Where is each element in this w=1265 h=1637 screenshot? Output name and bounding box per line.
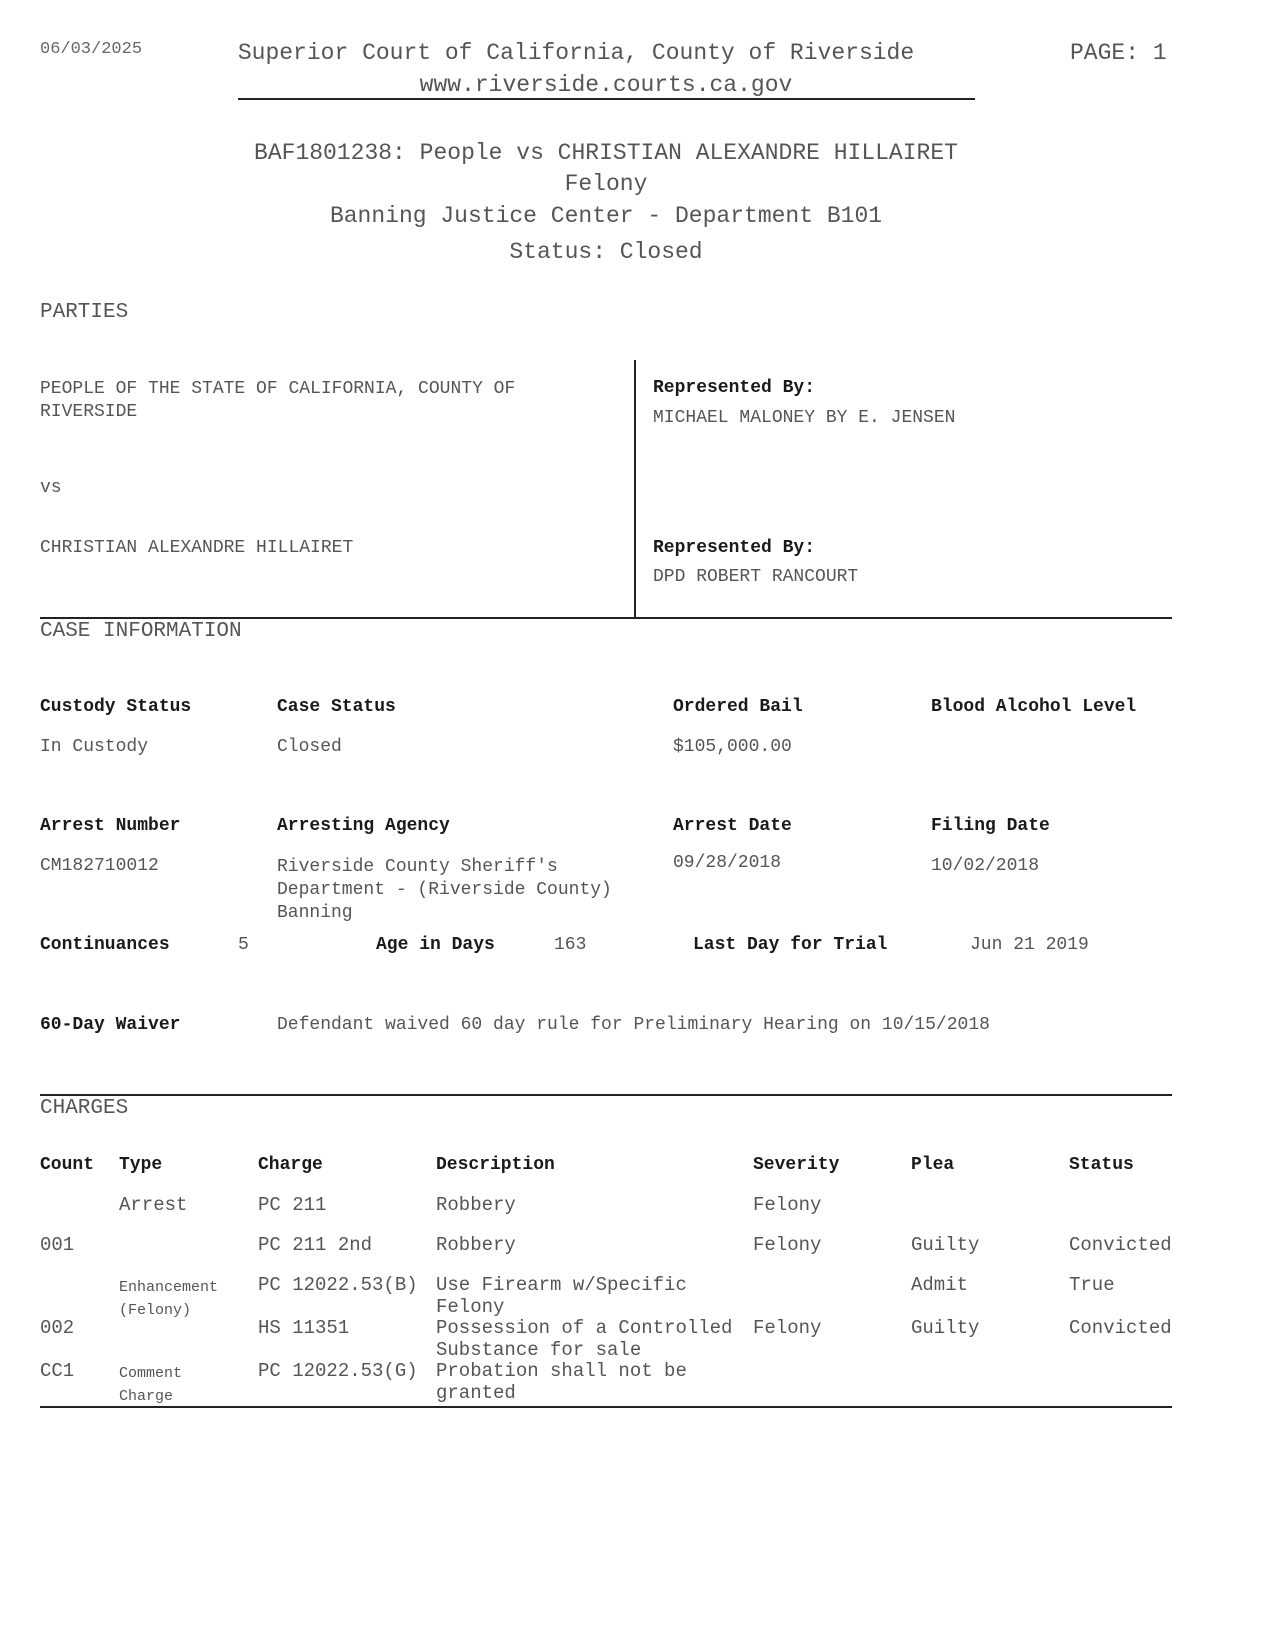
charge-type: Enhancement (Felony) [119,1279,219,1319]
blood-alcohol-label: Blood Alcohol Level [931,697,1137,717]
charge-severity: Felony [753,1317,822,1339]
charge-description: Use Firearm w/Specific Felony [436,1274,687,1318]
waiver-label: 60-Day Waiver [40,1015,181,1035]
ordered-bail-value: $105,000.00 [673,737,792,757]
case-status-label: Case Status [277,697,396,717]
charge-code: PC 211 2nd [258,1234,373,1256]
arrest-number-label: Arrest Number [40,816,181,836]
custody-status-label: Custody Status [40,697,192,717]
custody-status-value: In Custody [40,737,149,757]
header-rule [238,98,975,100]
charges-header-description: Description [436,1155,555,1175]
defendant-name: CHRISTIAN ALEXANDRE HILLAIRET [40,538,354,558]
case-type: Felony [564,171,648,197]
print-date: 06/03/2025 [40,40,143,59]
charge-severity: Felony [753,1234,822,1256]
charge-code: HS 11351 [258,1317,350,1339]
charges-heading: CHARGES [40,1097,129,1120]
charge-code: PC 12022.53(B) [258,1274,418,1296]
court-website[interactable]: www.riverside.courts.ca.gov [419,72,793,98]
charge-type: Arrest [119,1194,188,1216]
charge-code: PC 211 [258,1194,327,1216]
age-in-days-label: Age in Days [376,935,495,955]
charge-severity: Felony [753,1194,822,1216]
charge-code: PC 12022.53(G) [258,1360,418,1382]
filing-date-value: 10/02/2018 [931,856,1040,876]
age-in-days-value: 163 [554,935,587,955]
charge-plea: Guilty [911,1317,980,1339]
case-info-bottom-rule [40,1094,1172,1096]
arrest-date-value: 09/28/2018 [673,853,782,873]
charge-status: True [1069,1274,1115,1296]
continuances-label: Continuances [40,935,170,955]
arrest-number-value: CM182710012 [40,856,159,876]
charge-plea: Guilty [911,1234,980,1256]
arresting-agency-label: Arresting Agency [277,816,450,836]
charges-header-severity: Severity [753,1155,840,1175]
charge-status: Convicted [1069,1234,1172,1256]
last-day-trial-label: Last Day for Trial [693,935,888,955]
charges-header-type: Type [119,1155,163,1175]
plaintiff-rep: MICHAEL MALONEY BY E. JENSEN [653,408,956,428]
charge-description: Probation shall not be granted [436,1360,687,1404]
defendant-rep-label: Represented By: [653,538,816,558]
charges-header-status: Status [1069,1155,1134,1175]
defendant-rep: DPD ROBERT RANCOURT [653,567,859,587]
charge-description: Robbery [436,1234,516,1256]
last-day-trial-value: Jun 21 2019 [970,935,1089,955]
case-caption: BAF1801238: People vs CHRISTIAN ALEXANDRE HILLAIRET [254,140,958,166]
plaintiff-name: PEOPLE OF THE STATE OF CALIFORNIA, COUNTY OF RIVERSIDE [40,379,516,422]
case-info-heading: CASE INFORMATION [40,620,242,643]
charge-description: Robbery [436,1194,516,1216]
page-number: PAGE: 1 [1070,40,1167,66]
case-status-value: Closed [277,737,342,757]
charges-header-plea: Plea [911,1155,955,1175]
plaintiff-rep-label: Represented By: [653,378,816,398]
case-status: Status: Closed [509,239,703,265]
continuances-value: 5 [238,935,249,955]
charge-status: Convicted [1069,1317,1172,1339]
charges-header-count: Count [40,1155,95,1175]
filing-date-label: Filing Date [931,816,1050,836]
waiver-value: Defendant waived 60 day rule for Preliminary Hearing on 10/15/2018 [277,1015,990,1035]
arrest-date-label: Arrest Date [673,816,792,836]
arresting-agency-value: Riverside County Sheriff's Department - (Riverside County) Banning [277,857,612,923]
charge-plea: Admit [911,1274,969,1296]
court-name: Superior Court of California, County of Riverside [237,40,915,66]
vs-label: vs [40,478,62,498]
parties-bottom-rule [40,617,1172,619]
charge-type: Comment Charge [119,1365,183,1405]
charge-count: 001 [40,1234,75,1256]
charges-header-charge: Charge [258,1155,323,1175]
charge-count: 002 [40,1317,75,1339]
charge-count: CC1 [40,1360,75,1382]
charge-description: Possession of a Controlled Substance for sale [436,1317,733,1361]
parties-divider [634,360,636,618]
parties-heading: PARTIES [40,301,129,324]
case-location: Banning Justice Center - Department B101 [329,203,883,229]
ordered-bail-label: Ordered Bail [673,697,803,717]
charges-bottom-rule [40,1406,1172,1408]
